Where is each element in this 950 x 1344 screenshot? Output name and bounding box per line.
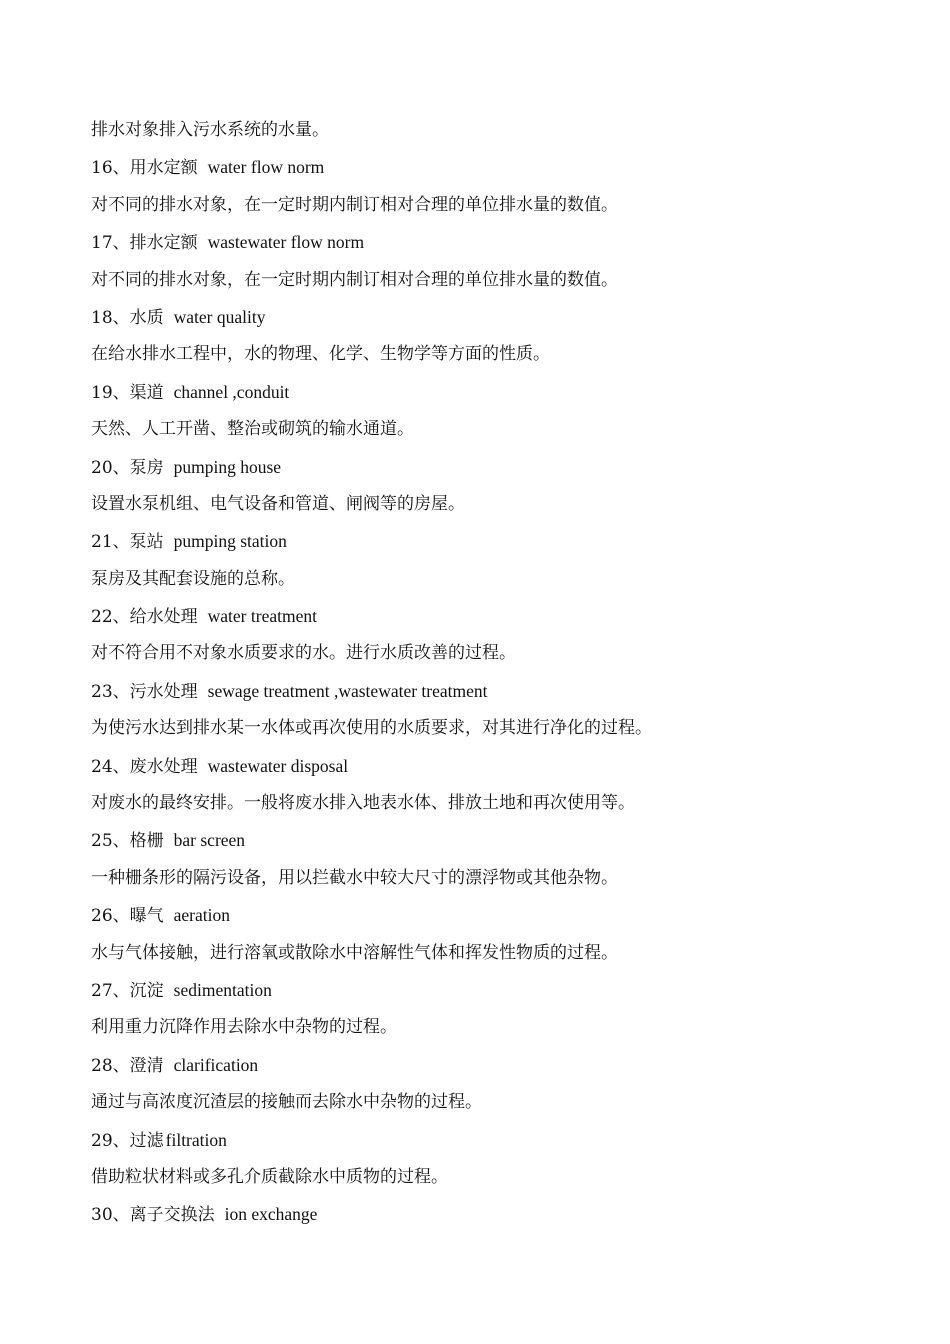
term-29: 29、过滤 filtration — [91, 1129, 227, 1151]
definition-29: 借助粒状材料或多孔介质截除水中质物的过程。 — [91, 1166, 448, 1187]
term-22: 22、给水处理 water treatment — [91, 606, 317, 628]
definition-21: 泵房及其配套设施的总称。 — [91, 568, 295, 589]
term-23: 23、污水处理 sewage treatment ,wastewater treatment — [91, 680, 488, 702]
term-26: 26、曝气 aeration — [91, 905, 230, 927]
definition-26: 水与气体接触，进行溶氧或散除水中溶解性气体和挥发性物质的过程。 — [91, 942, 618, 963]
term-27: 27、沉淀 sedimentation — [91, 979, 272, 1001]
definition-20: 设置水泵机组、电气设备和管道、闸阀等的房屋。 — [91, 493, 465, 514]
term-28: 28、澄清 clarification — [91, 1054, 259, 1076]
term-19: 19、渠道 channel ,conduit — [91, 381, 290, 403]
term-18: 18、水质 water quality — [91, 306, 266, 328]
term-20: 20、泵房 pumping house — [91, 456, 282, 478]
term-25: 25、格栅 bar screen — [91, 830, 246, 852]
definition-18: 在给水排水工程中，水的物理、化学、生物学等方面的性质。 — [91, 344, 550, 365]
term-30: 30、离子交换法 ion exchange — [91, 1204, 318, 1226]
definition-16: 对不同的排水对象，在一定时期内制订相对合理的单位排水量的数值。 — [91, 194, 618, 215]
term-17: 17、排水定额 wastewater flow norm — [91, 232, 365, 254]
definition-22: 对不符合用不对象水质要求的水。进行水质改善的过程。 — [91, 643, 516, 664]
definition-24: 对废水的最终安排。一般将废水排入地表水体、排放土地和再次使用等。 — [91, 793, 635, 814]
definition-27: 利用重力沉降作用去除水中杂物的过程。 — [91, 1017, 397, 1038]
definition-28: 通过与高浓度沉渣层的接触而去除水中杂物的过程。 — [91, 1092, 482, 1113]
term-24: 24、废水处理 wastewater disposal — [91, 755, 349, 777]
lead-definition: 排水对象排入污水系统的水量。 — [91, 120, 329, 140]
definition-23: 为使污水达到排水某一水体或再次使用的水质要求，对其进行净化的过程。 — [91, 718, 652, 739]
term-16: 16、用水定额 water flow norm — [91, 157, 325, 179]
document-page — [91, 112, 911, 1234]
definition-17: 对不同的排水对象，在一定时期内制订相对合理的单位排水量的数值。 — [91, 269, 618, 290]
term-21: 21、泵站 pumping station — [91, 531, 287, 553]
definition-25: 一种栅条形的隔污设备，用以拦截水中较大尺寸的漂浮物或其他杂物。 — [91, 867, 618, 888]
definition-19: 天然、人工开凿、整治或砌筑的输水通道。 — [91, 419, 414, 440]
